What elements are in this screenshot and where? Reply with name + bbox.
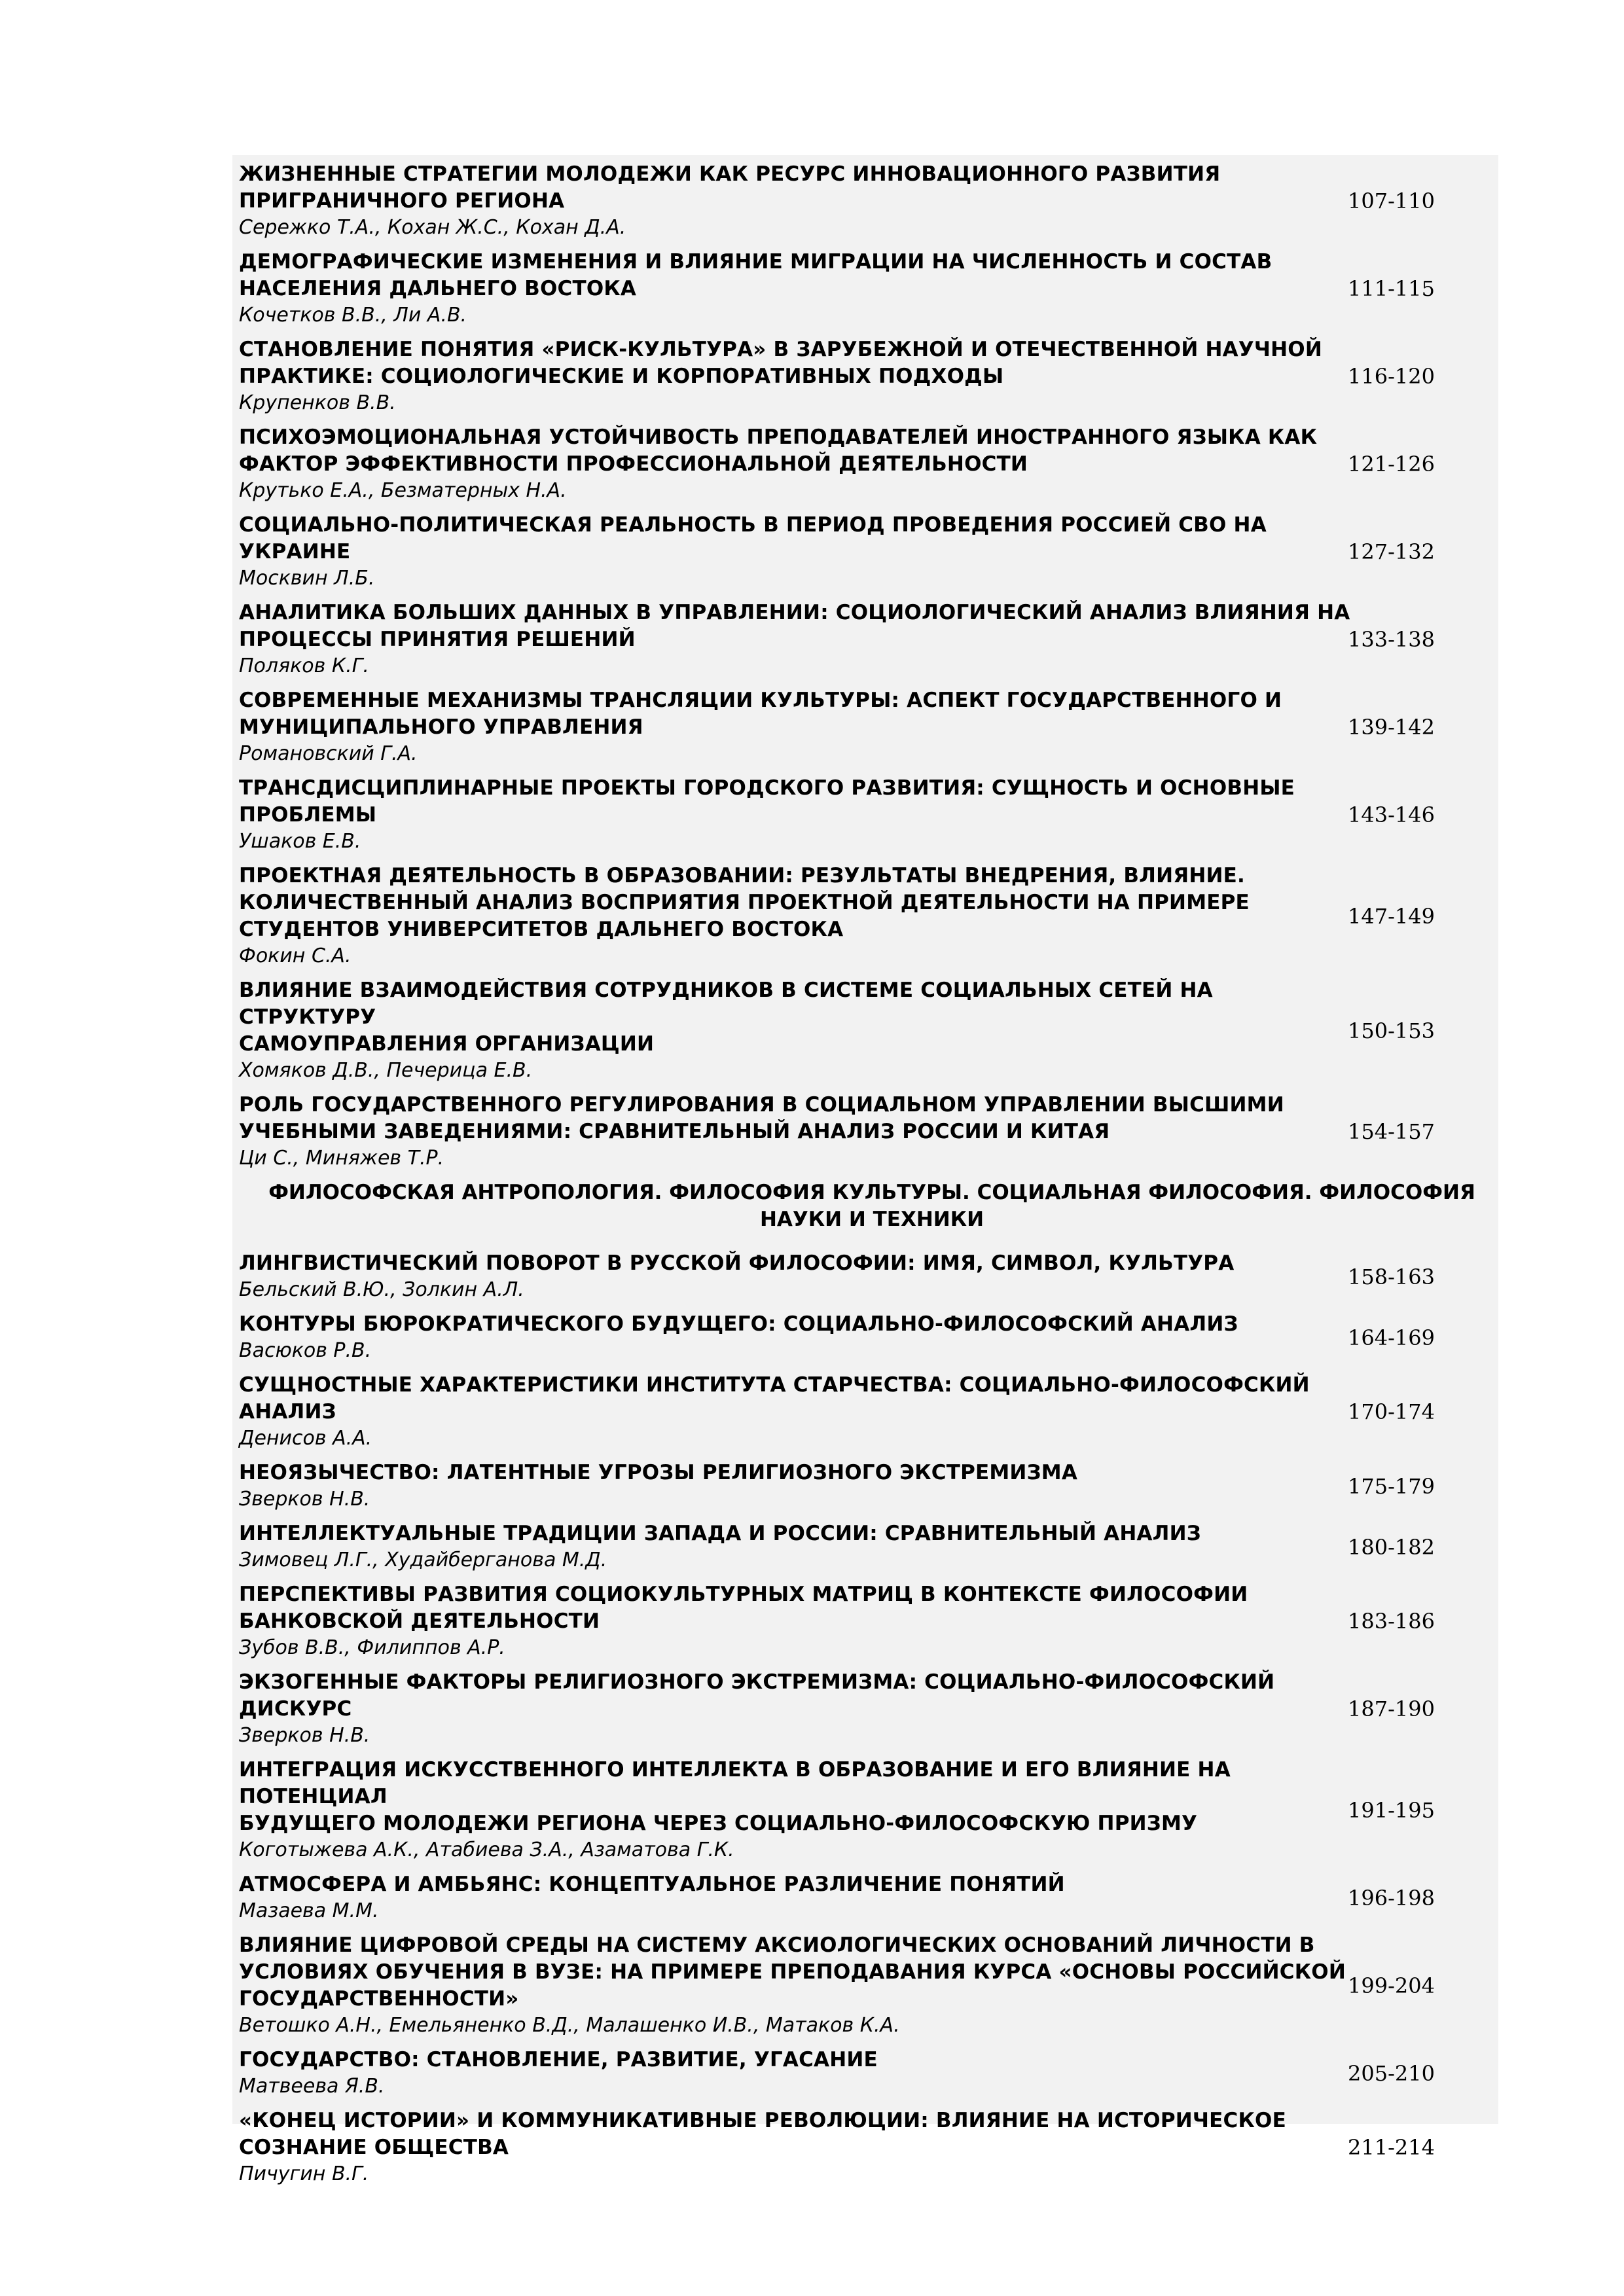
toc-entry-body xyxy=(239,1092,1352,1172)
toc-entry-body xyxy=(239,775,1352,855)
entry-authors: Москвин Л.Б. xyxy=(239,567,375,590)
entry-title: СТАНОВЛЕНИЕ ПОНЯТИЯ «РИСК-КУЛЬТУРА» В ЗАРУБЕЖНОЙ И ОТЕЧЕСТВЕННОЙ НАУЧНОЙ ПРАКТИКЕ: СОЦИОЛОГИЧЕСКИЕ И КОРПОРАТИВНЫХ ПОДХОДЫ xyxy=(239,338,1322,388)
entry-page-range: 143-146 xyxy=(1348,802,1435,827)
toc-entry xyxy=(239,336,1492,416)
entry-title: ЛИНГВИСТИЧЕСКИЙ ПОВОРОТ В РУССКОЙ ФИЛОСОФИИ: ИМЯ, СИМВОЛ, КУЛЬТУРА xyxy=(239,1251,1235,1275)
entry-authors: Поляков К.Г. xyxy=(239,655,369,677)
toc-entry xyxy=(239,775,1492,855)
toc-entry-body xyxy=(239,1372,1352,1452)
toc-entry-body xyxy=(239,687,1352,767)
toc-entry-body xyxy=(239,977,1352,1084)
toc-entry xyxy=(239,1460,1492,1513)
toc-entry xyxy=(239,2047,1492,2100)
entry-page-range: 199-204 xyxy=(1348,1973,1435,1998)
toc-entry-body xyxy=(239,1250,1352,1303)
entry-title: ВЛИЯНИЕ ВЗАИМОДЕЙСТВИЯ СОТРУДНИКОВ В СИСТЕМЕ СОЦИАЛЬНЫХ СЕТЕЙ НА СТРУКТУРУ САМОУПРАВЛЕНИЯ ОРГАНИЗАЦИИ xyxy=(239,978,1213,1056)
entry-page-range: 154-157 xyxy=(1348,1119,1435,1144)
entry-authors: Зубов В.В., Филиппов А.Р. xyxy=(239,1636,505,1659)
toc-entry-body xyxy=(239,1871,1352,1924)
entry-title: ТРАНСДИСЦИПЛИНАРНЫЕ ПРОЕКТЫ ГОРОДСКОГО РАЗВИТИЯ: СУЩНОСТЬ И ОСНОВНЫЕ ПРОБЛЕМЫ xyxy=(239,776,1295,827)
toc-entry-body xyxy=(239,1460,1352,1513)
toc-entry-body xyxy=(239,424,1352,504)
entry-authors: Сережко Т.А., Кохан Ж.С., Кохан Д.А. xyxy=(239,216,626,239)
toc-group-sociology xyxy=(239,161,1492,1172)
entry-page-range: 175-179 xyxy=(1348,1473,1435,1499)
toc-entry xyxy=(239,1757,1492,1863)
toc-entry xyxy=(239,512,1492,592)
entry-authors: Зимовец Л.Г., Худайберганова М.Д. xyxy=(239,1549,607,1571)
table-of-contents xyxy=(239,161,1492,2195)
entry-authors: Васюков Р.В. xyxy=(239,1339,372,1362)
toc-entry-body xyxy=(239,1932,1352,2039)
toc-entry xyxy=(239,1250,1492,1303)
toc-entry xyxy=(239,687,1492,767)
entry-title: ДЕМОГРАФИЧЕСКИЕ ИЗМЕНЕНИЯ И ВЛИЯНИЕ МИГРАЦИИ НА ЧИСЛЕННОСТЬ И СОСТАВ НАСЕЛЕНИЯ ДАЛЬНЕГО ВОСТОКА xyxy=(239,250,1272,300)
toc-entry xyxy=(239,1092,1492,1172)
toc-entry xyxy=(239,1669,1492,1749)
entry-authors: Зверков Н.В. xyxy=(239,1724,370,1747)
entry-page-range: 158-163 xyxy=(1348,1264,1435,1289)
entry-authors: Крупенков В.В. xyxy=(239,391,396,414)
entry-authors: Хомяков Д.В., Печерица Е.В. xyxy=(239,1059,533,1082)
entry-title: СУЩНОСТНЫЕ ХАРАКТЕРИСТИКИ ИНСТИТУТА СТАРЧЕСТВА: СОЦИАЛЬНО-ФИЛОСОФСКИЙ АНАЛИЗ xyxy=(239,1373,1310,1424)
toc-entry-body xyxy=(239,512,1352,592)
entry-page-range: 164-169 xyxy=(1348,1325,1435,1350)
entry-authors: Романовский Г.А. xyxy=(239,742,418,765)
entry-page-range: 107-110 xyxy=(1348,188,1435,213)
toc-entry xyxy=(239,249,1492,329)
entry-page-range: 183-186 xyxy=(1348,1609,1435,1634)
entry-authors: Мазаева М.М. xyxy=(239,1899,379,1922)
entry-page-range: 205-210 xyxy=(1348,2060,1435,2086)
entry-page-range: 170-174 xyxy=(1348,1399,1435,1424)
toc-entry-body xyxy=(239,1669,1352,1749)
entry-authors: Матвеева Я.В. xyxy=(239,2075,385,2098)
entry-title: РОЛЬ ГОСУДАРСТВЕННОГО РЕГУЛИРОВАНИЯ В СОЦИАЛЬНОМ УПРАВЛЕНИИ ВЫСШИМИ УЧЕБНЫМИ ЗАВЕДЕНИЯМИ: СРАВНИТЕЛЬНЫЙ АНАЛИЗ РОССИИ И КИТАЯ xyxy=(239,1093,1284,1143)
toc-entry xyxy=(239,2108,1492,2187)
entry-page-range: 111-115 xyxy=(1348,276,1435,301)
entry-authors: Фокин С.А. xyxy=(239,944,352,967)
entry-title: ПРОЕКТНАЯ ДЕЯТЕЛЬНОСТЬ В ОБРАЗОВАНИИ: РЕЗУЛЬТАТЫ ВНЕДРЕНИЯ, ВЛИЯНИЕ. КОЛИЧЕСТВЕННЫЙ АНАЛИЗ ВОСПРИЯТИЯ ПРОЕКТНОЙ ДЕЯТЕЛЬНОСТИ НА ПРИМЕРЕ СТУДЕНТОВ УНИВЕРСИТЕТОВ ДАЛЬНЕГО ВОСТОКА xyxy=(239,864,1250,941)
toc-entry xyxy=(239,1311,1492,1364)
entry-authors: Бельский В.Ю., Золкин А.Л. xyxy=(239,1278,524,1301)
toc-entry-body xyxy=(239,2047,1352,2100)
entry-title: ВЛИЯНИЕ ЦИФРОВОЙ СРЕДЫ НА СИСТЕМУ АКСИОЛОГИЧЕСКИХ ОСНОВАНИЙ ЛИЧНОСТИ В УСЛОВИЯХ ОБУЧЕНИЯ В ВУЗЕ: НА ПРИМЕРЕ ПРЕПОДАВАНИЯ КУРСА «ОСНОВЫ РОССИЙСКОЙ ГОСУДАРСТВЕННОСТИ» xyxy=(239,1933,1346,2011)
entry-page-range: 139-142 xyxy=(1348,715,1435,740)
entry-title: ИНТЕЛЛЕКТУАЛЬНЫЕ ТРАДИЦИИ ЗАПАДА И РОССИИ: СРАВНИТЕЛЬНЫЙ АНАЛИЗ xyxy=(239,1522,1201,1545)
toc-entry xyxy=(239,1372,1492,1452)
entry-title: ЖИЗНЕННЫЕ СТРАТЕГИИ МОЛОДЕЖИ КАК РЕСУРС ИННОВАЦИОННОГО РАЗВИТИЯ ПРИГРАНИЧНОГО РЕГИОНА xyxy=(239,162,1221,213)
toc-entry-body xyxy=(239,1581,1352,1661)
entry-authors: Пичугин В.Г. xyxy=(239,2162,369,2185)
entry-page-range: 196-198 xyxy=(1348,1885,1435,1910)
entry-page-range: 187-190 xyxy=(1348,1696,1435,1721)
entry-authors: Ушаков Е.В. xyxy=(239,830,361,853)
entry-page-range: 191-195 xyxy=(1348,1797,1435,1823)
toc-entry xyxy=(239,1871,1492,1924)
entry-page-range: 211-214 xyxy=(1348,2135,1435,2160)
entry-page-range: 127-132 xyxy=(1348,539,1435,564)
entry-page-range: 133-138 xyxy=(1348,627,1435,652)
entry-authors: Коготыжева А.К., Атабиева З.А., Азаматова Г.К. xyxy=(239,1839,734,1861)
entry-title: ЭКЗОГЕННЫЕ ФАКТОРЫ РЕЛИГИОЗНОГО ЭКСТРЕМИЗМА: СОЦИАЛЬНО-ФИЛОСОФСКИЙ ДИСКУРС xyxy=(239,1670,1275,1721)
entry-authors: Денисов А.А. xyxy=(239,1427,372,1450)
toc-entry-body xyxy=(239,1520,1352,1573)
toc-entry xyxy=(239,863,1492,969)
entry-title: НЕОЯЗЫЧЕСТВО: ЛАТЕНТНЫЕ УГРОЗЫ РЕЛИГИОЗНОГО ЭКСТРЕМИЗМА xyxy=(239,1461,1078,1484)
toc-entry-body xyxy=(239,863,1352,969)
entry-authors: Ветошко А.Н., Емельяненко В.Д., Малашенко И.В., Матаков К.А. xyxy=(239,2014,900,2037)
toc-entry xyxy=(239,977,1492,1084)
entry-title: АТМОСФЕРА И АМБЬЯНС: КОНЦЕПТУАЛЬНОЕ РАЗЛИЧЕНИЕ ПОНЯТИЙ xyxy=(239,1873,1065,1896)
entry-authors: Кочетков В.В., Ли А.В. xyxy=(239,304,467,327)
toc-entry xyxy=(239,1520,1492,1573)
entry-title: ПЕРСПЕКТИВЫ РАЗВИТИЯ СОЦИОКУЛЬТУРНЫХ МАТРИЦ В КОНТЕКСТЕ ФИЛОСОФИИ БАНКОВСКОЙ ДЕЯТЕЛЬНОСТИ xyxy=(239,1583,1248,1633)
entry-page-range: 150-153 xyxy=(1348,1018,1435,1043)
toc-entry xyxy=(239,1581,1492,1661)
entry-page-range: 116-120 xyxy=(1348,364,1435,389)
entry-title: СОЦИАЛЬНО-ПОЛИТИЧЕСКАЯ РЕАЛЬНОСТЬ В ПЕРИОД ПРОВЕДЕНИЯ РОССИЕЙ СВО НА УКРАИНЕ xyxy=(239,513,1267,564)
entry-authors: Ци С., Миняжев Т.Р. xyxy=(239,1147,444,1170)
toc-entry-body xyxy=(239,249,1352,329)
toc-entry xyxy=(239,424,1492,504)
toc-entry xyxy=(239,600,1492,679)
toc-entry-body xyxy=(239,600,1352,679)
entry-page-range: 147-149 xyxy=(1348,903,1435,929)
entry-title: СОВРЕМЕННЫЕ МЕХАНИЗМЫ ТРАНСЛЯЦИИ КУЛЬТУРЫ: АСПЕКТ ГОСУДАРСТВЕННОГО И МУНИЦИПАЛЬНОГО УПРАВЛЕНИЯ xyxy=(239,689,1282,739)
entry-page-range: 180-182 xyxy=(1348,1534,1435,1560)
entry-title: ИНТЕГРАЦИЯ ИСКУССТВЕННОГО ИНТЕЛЛЕКТА В ОБРАЗОВАНИЕ И ЕГО ВЛИЯНИЕ НА ПОТЕНЦИАЛ БУДУЩЕГО МОЛОДЕЖИ РЕГИОНА ЧЕРЕЗ СОЦИАЛЬНО-ФИЛОСОФСКУЮ ПРИЗМУ xyxy=(239,1758,1231,1835)
entry-authors: Крутько Е.А., Безматерных Н.А. xyxy=(239,479,567,502)
section-heading: ФИЛОСОФСКАЯ АНТРОПОЛОГИЯ. ФИЛОСОФИЯ КУЛЬТУРЫ. СОЦИАЛЬНАЯ ФИЛОСОФИЯ. ФИЛОСОФИЯ НАУКИ И ТЕХНИКИ xyxy=(268,1181,1475,1231)
toc-entry xyxy=(239,161,1492,241)
entry-title: ГОСУДАРСТВО: СТАНОВЛЕНИЕ, РАЗВИТИЕ, УГАСАНИЕ xyxy=(239,2048,878,2072)
toc-entry-body xyxy=(239,1311,1352,1364)
toc-entry-body xyxy=(239,161,1352,241)
toc-group-philosophy xyxy=(239,1250,1492,2187)
toc-entry-body xyxy=(239,336,1352,416)
toc-entry-body xyxy=(239,1757,1352,1863)
entry-title: АНАЛИТИКА БОЛЬШИХ ДАННЫХ В УПРАВЛЕНИИ: СОЦИОЛОГИЧЕСКИЙ АНАЛИЗ ВЛИЯНИЯ НА ПРОЦЕССЫ ПРИНЯТИЯ РЕШЕНИЙ xyxy=(239,601,1350,651)
entry-title: «КОНЕЦ ИСТОРИИ» И КОММУНИКАТИВНЫЕ РЕВОЛЮЦИИ: ВЛИЯНИЕ НА ИСТОРИЧЕСКОЕ СОЗНАНИЕ ОБЩЕСТВА xyxy=(239,2109,1286,2159)
toc-entry xyxy=(239,1932,1492,2039)
toc-entry-body xyxy=(239,2108,1352,2187)
entry-title: ПСИХОЭМОЦИОНАЛЬНАЯ УСТОЙЧИВОСТЬ ПРЕПОДАВАТЕЛЕЙ ИНОСТРАННОГО ЯЗЫКА КАК ФАКТОР ЭФФЕКТИВНОСТИ ПРОФЕССИОНАЛЬНОЙ ДЕЯТЕЛЬНОСТИ xyxy=(239,425,1318,476)
entry-page-range: 121-126 xyxy=(1348,452,1435,476)
entry-title: КОНТУРЫ БЮРОКРАТИЧЕСКОГО БУДУЩЕГО: СОЦИАЛЬНО-ФИЛОСОФСКИЙ АНАЛИЗ xyxy=(239,1312,1238,1336)
entry-authors: Зверков Н.В. xyxy=(239,1488,370,1511)
